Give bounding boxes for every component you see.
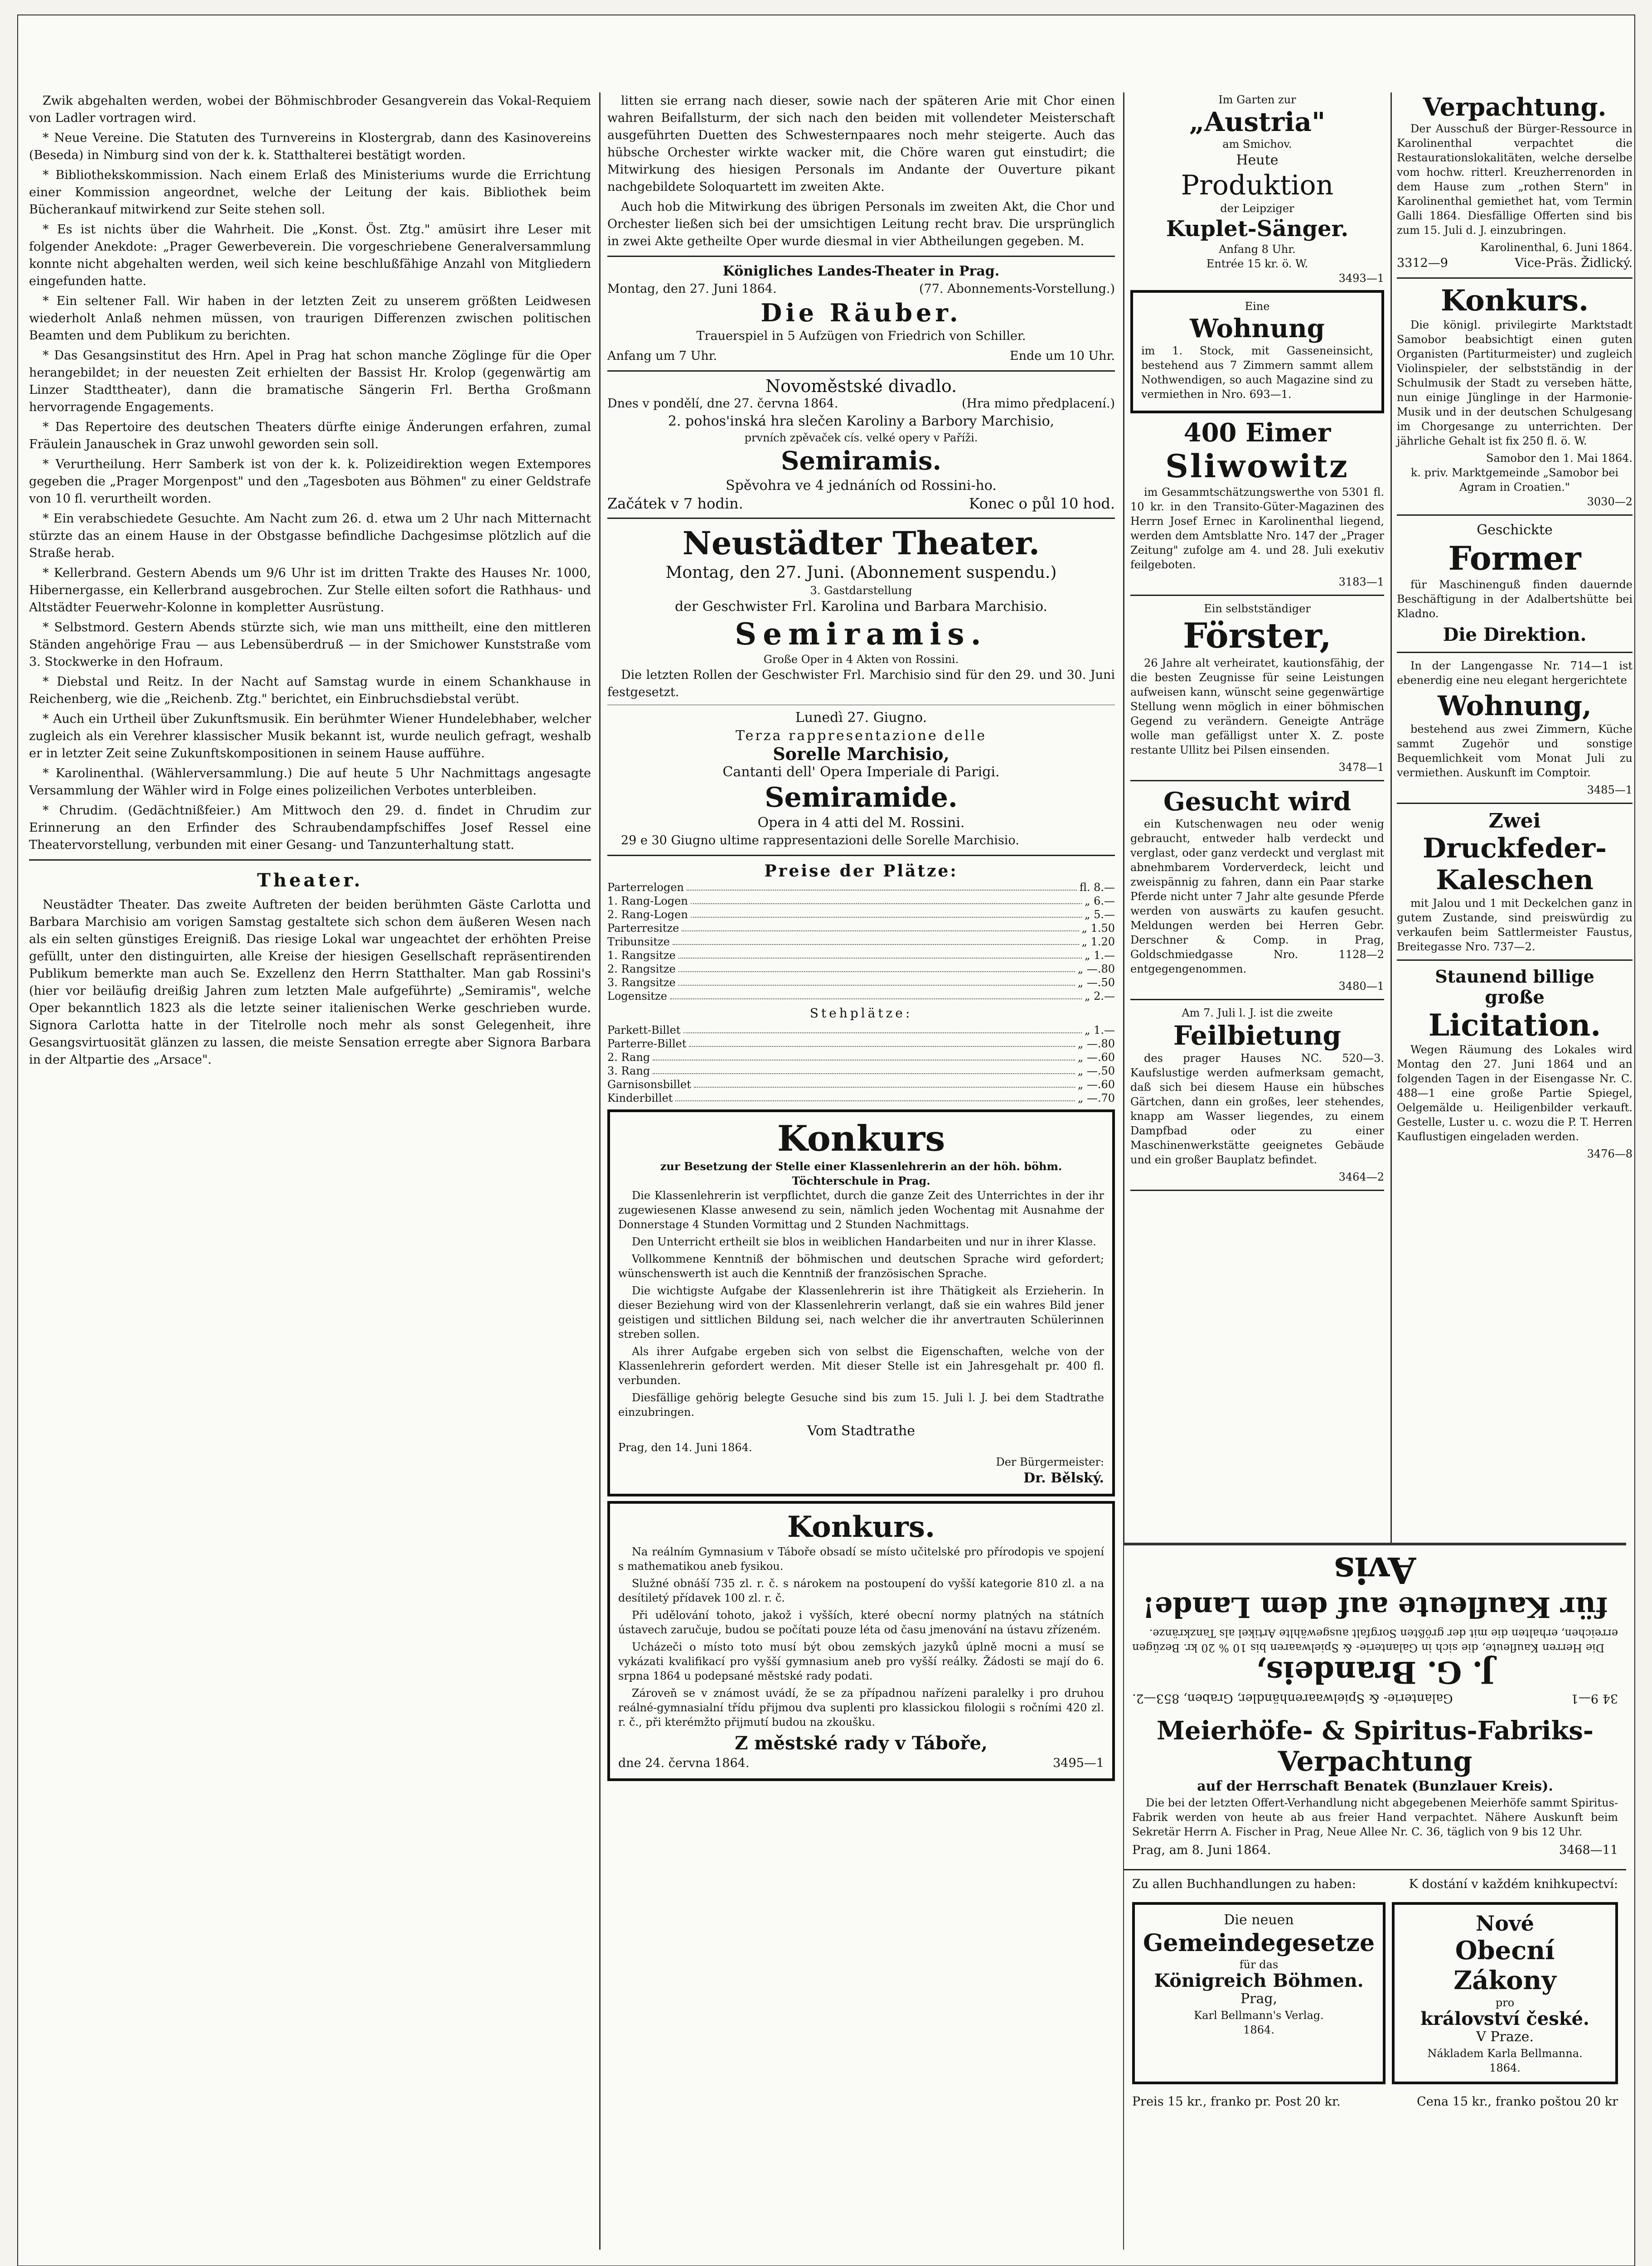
avis-address: Galanterie- & Spielwaarenhändler, Graben, 853—2. xyxy=(1132,1691,1453,1705)
austria-entry: Entrée 15 kr. ö. W. xyxy=(1206,257,1308,270)
standing-title: Stehplätze: xyxy=(809,1006,913,1021)
play-description: Trauerspiel in 5 Aufzügen von Friedrich von Schiller. xyxy=(696,329,1026,343)
divider xyxy=(1397,959,1633,961)
ad-number: 3030—2 xyxy=(1587,495,1633,508)
price-value: „ 1.— xyxy=(1085,949,1115,962)
price-value: „ 1.— xyxy=(1085,1024,1115,1036)
price-label: 3. Rang xyxy=(607,1065,650,1077)
book-year: 1864. xyxy=(1243,2024,1274,2036)
konkurs-text: Služné obnáší 735 zl. r. č. s nárokem na postoupení do vyšší kategorie 810 zl. a na desítiletý přídavek 100 zl. r. č. xyxy=(618,1577,1104,1604)
meierhoefe-title: Meierhöfe- & Spiritus-Fabriks- xyxy=(1156,1716,1594,1746)
foerster-text: 26 Jahre alt verheiratet, kautionsfähig, der die besten Zeugnisse für seine Leistungen aufweisen kann, wünscht seine gegenwärtige Stellung wenn möglich in einer böhmischen Gegend zu verändern. Geneigte Anträge wolle man gefälligst unter X. Z. poste restante Ullitz bei Pilsen einsenden. xyxy=(1130,657,1384,756)
former-title: Former xyxy=(1448,539,1581,577)
leader-dots xyxy=(653,1064,1075,1074)
price-row xyxy=(607,1023,1115,1037)
leader-dots xyxy=(691,894,1082,904)
meierhoefe-sign: Prag, am 8. Juni 1864. xyxy=(1132,1843,1271,1857)
divider xyxy=(607,518,1115,519)
austria-title: „Austria" xyxy=(1189,107,1326,137)
book-line: für das xyxy=(1239,1958,1279,1971)
price-label: Garnisonsbillet xyxy=(607,1078,691,1091)
news-paragraph: * Das Gesangsinstitut des Hrn. Apel in Prag hat schon manche Zöglinge für die Oper herangebildet; in der neuesten Zeit erhielten der Bassist Hr. Krolop (gegenwärtig am Linzer Stadttheater), dann die bramatische Sängerin Frl. Bertha Großmann hervorragende Engagements. xyxy=(29,349,591,414)
price-label: 3. Rangsitze xyxy=(607,976,676,989)
price-value: „ —.60 xyxy=(1077,1078,1115,1091)
foerster-top: Ein selbstständiger xyxy=(1204,602,1311,615)
price-row xyxy=(607,949,1115,962)
price-value: „ 1.50 xyxy=(1081,922,1115,934)
leader-dots xyxy=(689,1037,1075,1047)
price-row xyxy=(607,1051,1115,1064)
neustaedter-guest: 3. Gastdarstellung xyxy=(810,584,912,597)
former-top: Geschickte xyxy=(1477,522,1553,538)
divider xyxy=(1397,514,1633,516)
divider xyxy=(1124,1869,1626,1870)
avis-text: Die Herren Kaufleute, die sich in Galanterie- & Spielwaaren bis 10 % 20 kr. Bezügen erreichen, erhalten die mit der größten Sorgfalt ausgewählte Artikel als Tanzkränze. xyxy=(1132,1627,1618,1654)
wohnung-text: bestehend aus zwei Zimmern, Küche sammt Zugehör und sonstige Bequemlichkeit vom Monat Juli zu vermiethen. Auskunft im Comptoir. xyxy=(1397,723,1633,779)
wohnung-title: Wohnung, xyxy=(1438,690,1592,722)
news-paragraph: * Karolinenthal. (Wählerversammlung.) Die auf heute 5 Uhr Nachmittags angesagte Versammlung der Wähler wird in Folge eines polizeilichen Verbotes unterbleiben. xyxy=(29,766,591,798)
price-value: „ —.50 xyxy=(1077,976,1115,989)
ad-number: 3485—1 xyxy=(1587,784,1633,796)
italian-play: Semiramide. xyxy=(765,782,958,813)
leader-dots xyxy=(691,908,1082,918)
konkurs-box-cz xyxy=(607,1501,1115,1781)
book-title: Obecní Zákony xyxy=(1453,1936,1556,1995)
leader-dots xyxy=(683,1023,1082,1033)
book-line: Die neuen xyxy=(1224,1912,1294,1928)
bookshop-head-de: Zu allen Buchhandlungen zu haben: xyxy=(1132,1877,1356,1891)
book-title2: království české. xyxy=(1420,2008,1589,2029)
italian-line: Terza rappresentazione delle xyxy=(735,728,987,744)
wohnung-text: im 1. Stock, mit Gasseneinsicht, bestehend aus 7 Zimmern sammt allem Nothwendigen, so auch Magazine sind zu vermiethen in Nro. 693—1. xyxy=(1141,344,1373,401)
price-value: „ 5.— xyxy=(1085,908,1115,921)
divider xyxy=(1397,277,1633,279)
divider xyxy=(607,855,1115,856)
austria-der: der Leipziger xyxy=(1220,202,1294,215)
konkurs-text: Die Klassenlehrerin ist verpflichtet, durch die ganze Zeit des Unterrichtes in der ihr zugewiesenen Klasse anwesend zu sein, nämlich jeden Wochentag mit Ausnahme der Donnerstage 4 Stunden Vormittag und 2 Stunden Nachmittags. xyxy=(618,1189,1104,1231)
verpachtung-text: Der Ausschuß der Bürger-Ressource in Karolinenthal verpachtet die Restaurationslokalitäten, welche derselbe vom hochw. ritterl. Kreuzherrenorden in dem Hause zum „rothen Stern" in Karolinenthal gemiethet hat, vom Termin Galli 1864. Diesfällige Offerten sind bis zum 15. Juli d. J. einzubringen. xyxy=(1397,122,1633,237)
price-row xyxy=(607,962,1115,976)
gesucht-title: Gesucht wird xyxy=(1163,787,1351,817)
leader-dots xyxy=(678,976,1075,986)
verpachtung-name: Vice-Präs. Židlický. xyxy=(1515,256,1633,270)
novomestske-title: Novoměstské divadlo. xyxy=(765,376,957,396)
price-row xyxy=(607,1064,1115,1078)
landes-theater-series: (77. Abonnements-Vorstellung.) xyxy=(919,282,1115,296)
former-text: für Maschinenguß finden dauernde Beschäftigung in der Adalbertshütte bei Kladno. xyxy=(1397,578,1633,620)
book-title: Gemeindegesetze xyxy=(1143,1929,1375,1957)
konkurs-text: Zároveň se v známost uvádí, že se za případnou nařízeni paralelky i pro druhou reálné-gymnasialní třídu přijmou dva suplenti pro klassickou filologii s ročními 420 zl. r. č., při kterémžto přijmutí budou na zkoušku. xyxy=(618,1687,1104,1729)
austria-what: Kuplet-Sänger. xyxy=(1166,216,1349,242)
italian-line: Cantanti dell' Opera Imperiale di Parigi. xyxy=(722,764,1000,780)
ad-number: 3183—1 xyxy=(1338,576,1384,588)
standing-list xyxy=(607,1023,1115,1105)
price-value: „ —.80 xyxy=(1077,1037,1115,1050)
column-theater xyxy=(599,92,1124,2250)
book-ad-de xyxy=(1132,1902,1386,2084)
price-value: fl. 8.— xyxy=(1079,881,1115,894)
review-continued: litten sie errang nach dieser, sowie nach der späteren Arie mit Chor einen wahren Beifallsturm, der sich nach den beiden mit vollendeter Meisterschaft ausgeführten Duetten des Schwesternpaares noch mehr steigerte. Auch das hübsche Orchester wirkte wacker mit, die Chöre waren gut einstudirt; die Mitwirkung des hiesigen Personals im Andante der Ouverture pikant nachgebildete Soloquartett im zweiten Akte. xyxy=(607,94,1115,194)
ad-number: 3468—11 xyxy=(1559,1843,1618,1857)
leader-dots xyxy=(687,881,1077,891)
review-continued: Auch hob die Mitwirkung des übrigen Personals im zweiten Akt, die Chor und Orchester ließen sich bei der umsichtigen Leitung recht brav. Die ursprünglich in zwei Akte getheilte Oper wurde diesmal in vier Abtheilungen gegeben. M. xyxy=(607,200,1115,248)
price-label: Parterre-Billet xyxy=(607,1037,687,1050)
italian-date: Lunedì 27. Giugno. xyxy=(795,710,927,726)
ad-number: 3495—1 xyxy=(1053,1756,1104,1770)
ad-number: 3464—2 xyxy=(1338,1171,1384,1183)
licitation-top: Staunend billige xyxy=(1435,966,1594,987)
price-value: „ 1.20 xyxy=(1081,935,1115,948)
austria-heute: Heute xyxy=(1236,152,1279,168)
news-paragraph: Zwik abgehalten werden, wobei der Böhmischbroder Gesangverein das Vokal-Requiem von Ladler vortragen wird. xyxy=(29,94,591,125)
italian-line: Sorelle Marchisio, xyxy=(773,744,950,764)
italian-note: 29 e 30 Giugno ultime rappresentazioni delle Sorelle Marchisio. xyxy=(621,833,1019,847)
price-label: Kinderbillet xyxy=(607,1092,673,1104)
price-row xyxy=(607,1037,1115,1051)
book-price-de: Preis 15 kr., franko pr. Post 20 kr. xyxy=(1132,2095,1341,2109)
price-row xyxy=(607,1091,1115,1105)
theater-review: Neustädter Theater. Das zweite Auftreten der beiden berühmten Gäste Carlotta und Barbara Marchisio am vorigen Samstag gestaltete sich schon dem äußeren Wesen nach als ein selten günstiges Ereigniß. Das riesige Lokal war ungeachtet der erhöhten Preise gefüllt, unter den distinguirten, alle Kreise der hiesigen Gesellschaft repräsentirenden Publikum bemerkte man auch Se. Exzellenz den Herrn Statthalter. Man gab Rossini's (hier vor beiläufig dreißig Jahren zum letzten Male aufgeführte) „Semiramis", welche Oper bekanntlich 1823 als die letzte seiner italienischen Werke geschrieben wurde. Signora Carlotta hatte in der Titelrolle noch mehr als sonst Gelegenheit, ihre Gesangsvirtuosität glänzen zu lassen, die meiste Sensation erregte aber Signora Barbara in der Altpartie des „Arsace". xyxy=(29,898,591,1067)
konkurs-text: Na reálním Gymnasium v Táboře obsadí se místo učitelské pro přírodopis ve spojení s mathematikou aneb fysikou. xyxy=(618,1545,1104,1573)
novomestske-date: Dnes v pondělí, dne 27. června 1864. xyxy=(607,397,838,411)
column-news xyxy=(29,92,601,2250)
avis-ad-upside-down xyxy=(1124,1544,1626,1711)
konkurs-signature: Vom Stadtrathe xyxy=(807,1423,916,1439)
novomestske-times xyxy=(607,495,1115,512)
bottom-ads xyxy=(1124,1543,1626,2266)
avis-number-row xyxy=(1132,1690,1618,1707)
divider xyxy=(1130,1190,1384,1191)
news-paragraph: * Es ist nichts über die Wahrheit. Die „Konst. Öst. Ztg." amüsirt ihre Leser mit folgender Anekdote: „Prager Gewerbeverein. Die vorgeschriebene Generalversammlung konnte nicht abgehalten werden, weil sich keine beschlußfähige Anzahl von Mitgliedern eingefunden hatte. xyxy=(29,223,591,288)
price-row xyxy=(607,935,1115,949)
sliwowitz-text: im Gesammtschätzungswerthe von 5301 fl. 10 kr. in den Transito-Güter-Magazinen des Herrn Josef Ernec in Karolinenthal liegend, werden dem Amtsblatte Nro. 147 der „Prager Zeitung" zufolge am 4. und 28. Juli exekutiv feilgeboten. xyxy=(1130,486,1384,571)
konkurs-text: Als ihrer Aufgabe ergeben sich von selbst die Eigenschaften, welche von der Klassenlehrerin gefordert werden. Mit dieser Stelle ist ein Jahresgehalt pr. 400 fl. verbunden. xyxy=(618,1345,1104,1387)
price-label: Logensitze xyxy=(607,990,667,1002)
end-time: Ende um 10 Uhr. xyxy=(1009,349,1115,363)
licitation-text: Wegen Räumung des Lokales wird Montag den 27. Juni 1864 und an folgenden Tagen in der Eisengasse Nr. C. 488—1 eine große Partie Spiegel, Oelgemälde u. Heiligenbilder verkauft. Gestelle, Luster u. c. wozu die P. T. Herren Kauflustigen eingeladen werden. xyxy=(1397,1043,1633,1143)
wohnung-title: Wohnung xyxy=(1190,314,1325,344)
konkurs-text: Diesfällige gehörig belegte Gesuche sind bis zum 15. Juli l. J. bei dem Stadtrathe einzubringen. xyxy=(618,1391,1104,1419)
neustaedter-play: Semiramis. xyxy=(735,616,988,652)
leader-dots xyxy=(678,962,1075,972)
neustaedter-who: der Geschwister Frl. Karolina und Barbara Marchisio. xyxy=(674,599,1048,615)
news-paragraph: * Ein seltener Fall. Wir haben in der letzten Zeit zu unserem größten Leidwesen wiederholt Anlaß nehmen müssen, von traurigen Differenzen zwischen politischen Beamten und dem Publikum zu berichten. xyxy=(29,294,591,343)
konkurs-text: Vollkommene Kenntniß der böhmischen und deutschen Sprache wird gefordert; wünschenswerth ist auch die Kenntniß der französischen Sprache. xyxy=(618,1253,1104,1280)
landes-theater-times xyxy=(607,348,1115,365)
verpachtung-title: Verpachtung. xyxy=(1423,92,1607,121)
sliwowitz-title2: Sliwowitz xyxy=(1165,447,1349,485)
konkurs-name: Dr. Bělský. xyxy=(1023,1470,1104,1486)
meierhoefe-title2: Verpachtung xyxy=(1278,1746,1473,1777)
landes-theater-date-row xyxy=(607,281,1115,298)
prices-title: Preise der Plätze: xyxy=(764,862,958,881)
neustaedter-desc: Große Oper in 4 Akten von Rossini. xyxy=(763,653,959,666)
konkurs-footer xyxy=(618,1755,1104,1772)
news-paragraph: * Kellerbrand. Gestern Abends um 9/6 Uhr ist im dritten Trakte des Hauses Nr. 1000, Hibernergasse, ein Kellerbrand ausgebrochen. Zur Stelle eilten sofort die Rathhaus- und Altstädter Feuerwehr-Kolonne in kompletter Ausrüstung. xyxy=(29,566,591,615)
price-label: Tribunsitze xyxy=(607,935,670,948)
price-value: „ 6.— xyxy=(1085,895,1115,907)
price-value: „ —.70 xyxy=(1077,1092,1115,1104)
ad-number: 3480—1 xyxy=(1338,980,1384,993)
start-time: Anfang um 7 Uhr. xyxy=(607,349,717,363)
leader-dots xyxy=(670,989,1082,999)
landes-theater-date: Montag, den 27. Juni 1864. xyxy=(607,282,777,296)
books-row xyxy=(1124,1893,1626,2093)
novomestske-line: prvních zpěvaček cís. velké opery v Paříži. xyxy=(744,431,978,444)
divider xyxy=(1397,652,1633,653)
price-value: „ 2.— xyxy=(1085,990,1115,1002)
konkurs-title: Konkurs xyxy=(777,1118,945,1159)
price-label: 2. Rang-Logen xyxy=(607,908,688,921)
novomestske-play: Semiramis. xyxy=(781,446,941,476)
novomestske-line: 2. pohos'inská hra slečen Karoliny a Barbory Marchisio, xyxy=(668,413,1055,429)
former-sign: Die Direktion. xyxy=(1443,624,1587,645)
konkurs-sign: Samobor den 1. Mai 1864. xyxy=(1486,452,1633,465)
neustaedter-date: Montag, den 27. Juni. (Abonnement suspendu.) xyxy=(665,563,1057,582)
price-value: „ —.60 xyxy=(1077,1051,1115,1064)
price-value: „ —.50 xyxy=(1077,1065,1115,1077)
price-row xyxy=(607,908,1115,921)
konkurs-text: Při udělování tohoto, jakož i vyšších, které obecní normy platných na státních ústavech zaručuje, budou se počítati pouze léta od času jmenování na ústavu zřízeném. xyxy=(618,1609,1104,1636)
price-row xyxy=(607,1078,1115,1091)
news-paragraph: * Ein verabschiedete Gesuchte. Am Nacht zum 26. d. etwa um 2 Uhr nach Mitternacht stürzte das an einem Hause in der Obstgasse befindliche Dachgesimse plötzlich auf die Straße herab. xyxy=(29,512,591,560)
novomestske-date-row xyxy=(607,395,1115,412)
verpachtung-sign: Karolinenthal, 6. Juni 1864. xyxy=(1480,241,1633,254)
book-year: 1864. xyxy=(1489,2062,1521,2074)
licitation-mid: große xyxy=(1485,987,1545,1008)
end-time: Konec o půl 10 hod. xyxy=(969,495,1115,512)
wohnung-box xyxy=(1130,290,1384,413)
leader-dots xyxy=(675,1091,1075,1101)
feilbietung-text: des prager Hauses NC. 520—3. Kaufslustige werden aufmerksam gemacht, daß sich bei diesem Hause ein hübsches Gärtchen, dann ein großes, leer stehendes, knapp am Wasser liegendes, zu einem Dampfbad oder zu einer Maschinenwerkstätte geeignetes Gebäude und ein großer Bauplatz befindet. xyxy=(1130,1052,1384,1166)
licitation-title: Licitation. xyxy=(1428,1007,1601,1043)
bookshop-head-cz: K dostání v každém knihkupectví: xyxy=(1409,1877,1618,1891)
divider xyxy=(1397,803,1633,804)
italian-desc: Opera in 4 atti del M. Rossini. xyxy=(757,815,965,831)
meierhoefe-text: Die bei der letzten Offert-Verhandlung nicht abgegebenen Meierhöfe sammt Spiritus-Fabrik werden von heute ab aus freier Hand verpachtet. Nähere Auskunft beim Sekretär Herrn A. Fischer in Prag, Neue Allee Nr. C. 36, täglich von 9 bis 12 Uhr. xyxy=(1132,1796,1618,1838)
divider xyxy=(607,370,1115,372)
verpachtung-footer xyxy=(1397,255,1633,272)
bookshop-heads xyxy=(1124,1876,1626,1893)
konkurs-text: Ucházeči o místo toto musí být obou zemských jazyků úplně mocni a musí se vykázati kvalifikací pro vyšší gymnasium aneb pro vyšší reálky. Žádosti se mají do 6. srpna 1864 u podepsané městské rady podati. xyxy=(618,1641,1104,1682)
news-paragraph: * Das Repertoire des deutschen Theaters dürfte einige Änderungen erfahren, zumal Fräulein Janauschek in Graz unwohl geworden sein soll. xyxy=(29,420,591,451)
theater-heading: Theater. xyxy=(257,870,363,891)
price-row xyxy=(607,976,1115,989)
wohnung-text: In der Langengasse Nr. 714—1 ist ebenerdig eine neu elegant hergerichtete xyxy=(1397,659,1633,687)
landes-theater-title: Königliches Landes-Theater in Prag. xyxy=(722,263,1000,279)
price-label: 2. Rang xyxy=(607,1051,650,1064)
konkurs-box-de xyxy=(607,1109,1115,1496)
feilbietung-top: Am 7. Juli l. J. ist die zweite xyxy=(1182,1007,1333,1019)
wohnung-top: Eine xyxy=(1245,300,1270,313)
konkurs-title: Konkurs. xyxy=(1440,284,1589,318)
austria-top: Im Garten zur xyxy=(1218,93,1296,106)
price-label: 1. Rangsitze xyxy=(607,949,676,962)
konkurs-subtitle: zur Besetzung der Stelle einer Klassenlehrerin an der höh. böhm. Töchterschule in Prag. xyxy=(660,1160,1062,1187)
avis-title: Avis xyxy=(1334,1549,1416,1592)
kaleschen-top: Zwei xyxy=(1488,809,1541,833)
price-label: Parterresitze xyxy=(607,922,679,934)
konkurs-date: dne 24. června 1864. xyxy=(618,1756,750,1770)
book-title2: Königreich Böhmen. xyxy=(1154,1970,1364,1991)
divider xyxy=(29,859,591,861)
book-price-cz: Cena 15 kr., franko poštou 20 kr xyxy=(1417,2095,1618,2109)
news-paragraph: * Verurtheilung. Herr Samberk ist von der k. k. Polizeidirektion wegen Extempores gegeben die „Prager Morgenpost" und den „Tagesboten aus Böhmen" zu einer Geldstrafe von 10 fl. verurtheilt worden. xyxy=(29,457,591,506)
price-row xyxy=(607,989,1115,1003)
leader-dots xyxy=(653,1051,1075,1060)
divider xyxy=(1130,999,1384,1000)
price-row xyxy=(607,894,1115,908)
konkurs-text: Die wichtigste Aufgabe der Klassenlehrerin ist ihre Thätigkeit als Erzieherin. In dieser Beziehung wird von der Klassenlehrerin verlangt, daß sie ein wahres Bild jener geistigen und sittlichen Bildung sei, nach welcher die ihr anvertrauten Schülerinnen streben sollen. xyxy=(618,1284,1104,1341)
konkurs-date: Prag, den 14. Juni 1864. xyxy=(618,1441,752,1454)
book-place: V Praze. xyxy=(1476,2029,1534,2045)
konkurs-name: k. priv. Marktgemeinde „Samobor bei Agram in Croatien." xyxy=(1410,466,1619,494)
neustaedter-title: Neustädter Theater. xyxy=(682,524,1040,562)
ad-number: 3493—1 xyxy=(1338,272,1384,285)
konkurs-signature: Z městské rady v Táboře, xyxy=(735,1733,988,1754)
price-label: Parterrelogen xyxy=(607,881,684,894)
start-time: Začátek v 7 hodin. xyxy=(607,495,743,512)
price-row xyxy=(607,881,1115,894)
foerster-title: Förster, xyxy=(1183,615,1332,656)
leader-dots xyxy=(694,1078,1075,1088)
price-value: „ —.80 xyxy=(1077,963,1115,975)
konkurs-title: Konkurs. xyxy=(787,1510,935,1544)
konkurs-text: Den Unterricht ertheilt sie blos in weiblichen Handarbeiten und nur in ihrer Klasse. xyxy=(632,1235,1096,1248)
newspaper-page xyxy=(17,15,1635,2266)
leader-dots xyxy=(682,921,1079,931)
avis-subtitle: für Kaufleute auf dem Lande! xyxy=(1142,1591,1608,1624)
price-label: Parkett-Billet xyxy=(607,1024,681,1036)
book-place: Prag, xyxy=(1240,1991,1278,2007)
news-paragraph: * Diebstal und Reitz. In der Nacht auf Samstag wurde in einem Schankhause in Reichenberg, wie die „Reichenb. Ztg." berichtet, ein Einbruchsdiebstal verübt. xyxy=(29,675,591,706)
meierhoefe-sub: auf der Herrschaft Benatek (Bunzlauer Kreis). xyxy=(1197,1778,1553,1794)
kaleschen-title2: Kaleschen xyxy=(1436,864,1594,896)
news-paragraph: * Neue Vereine. Die Statuten des Turnvereins in Klostergrab, dann des Kasinovereins (Beseda) in Nimburg sind von der k. k. Statthalterei bestätigt worden. xyxy=(29,131,591,162)
book-line: pro xyxy=(1495,1996,1515,2009)
austria-location: am Smichov. xyxy=(1222,138,1292,150)
book-prices xyxy=(1124,2093,1626,2111)
novomestske-note: (Hra mimo předplacení.) xyxy=(961,397,1115,411)
gesucht-text: ein Kutschenwagen neu oder wenig gebraucht, entweder halb verdeckt und verglast, oder ganz verdeckt und verglast mit abnehmbarem Vorderverdeck, leicht und zweispännig zu fahren, dann ein Paar starke Pferde nicht unter 7 Jahr alte gesunde Pferde werden von auswärts zu kaufen gesucht. Meldungen werden bei Herren Gebr. Derschner & Comp. in Prag, Goldschmiedgasse Nro. 1128—2 entgegengenommen. xyxy=(1130,818,1384,975)
austria-start: Anfang 8 Uhr. xyxy=(1219,243,1296,256)
price-label: 2. Rangsitze xyxy=(607,963,676,975)
feilbietung-title: Feilbietung xyxy=(1173,1020,1342,1051)
konkurs-text: Die königl. privilegirte Marktstadt Samobor beabsichtigt einen guten Organisten (Partiturmeister) und zugleich Violinspieler, der selbstständig in der Schulmusik der Stadt zu verseben hätte, nun einige Jünglinge in der Harmonie-Musik und in der deutschen Schulgesang im Chorgesange zu unterrichten. Der jährliche Gehalt ist fix 250 fl. ö. W. xyxy=(1397,319,1633,447)
book-ad-cz xyxy=(1392,1902,1618,2084)
book-line: Nové xyxy=(1476,1911,1534,1936)
konkurs-role: Der Bürgermeister: xyxy=(996,1456,1104,1468)
ad-number: 3478—1 xyxy=(1338,761,1384,774)
news-paragraph: * Auch ein Urtheil über Zukunftsmusik. Ein berühmter Wiener Hundelebhaber, welcher zugleich als ein Verehrer klassischer Musik bekannt ist, wurde neulich gefragt, weshalb er in letzter Zeit seine Zukunftskompositionen in seinem Hause aufführe. xyxy=(29,712,591,760)
leader-dots xyxy=(678,949,1082,959)
novomestske-desc: Spěvohra ve 4 jednáních od Rossini-ho. xyxy=(726,478,997,494)
leader-dots xyxy=(673,935,1079,945)
news-paragraph: * Bibliothekskommission. Nach einem Erlaß des Ministeriums wurde die Errichtung einer Kommission angeordnet, welche der Leitung der kais. Bibliothek beim Bücherankauf mitwirkend zur Seite stehen soll. xyxy=(29,168,591,217)
kaleschen-text: mit Jalou und 1 mit Deckelchen ganz in gutem Zustande, sind preiswürdig zu verkaufen beim Sattlermeister Faustus, Breitegasse Nro. 737—2. xyxy=(1397,897,1633,953)
austria-production: Produktion xyxy=(1181,169,1334,201)
book-publisher: Nákladem Karla Bellmanna. xyxy=(1427,2047,1583,2060)
news-paragraph: * Chrudim. (Gedächtnißfeier.) Am Mittwoch den 29. d. findet in Chrudim zur Erinnerung an den Erfinder des Schraubendampfschiffes Josef Ressel eine Theatervorstellung, verbunden mit einer Gesang- und Tanzunterhaltung statt. xyxy=(29,804,591,852)
kaleschen-title: Druckfeder- xyxy=(1423,833,1607,864)
avis-firm: J. G. Brandeis, xyxy=(1255,1655,1495,1690)
divider xyxy=(607,256,1115,257)
price-row xyxy=(607,921,1115,935)
ad-number: 3476—8 xyxy=(1587,1148,1633,1160)
meierhoefe-footer xyxy=(1132,1842,1618,1859)
neustaedter-note: Die letzten Rollen der Geschwister Frl. Marchisio sind für den 29. und 30. Juni festgesetzt. xyxy=(607,668,1115,699)
sliwowitz-title: 400 Eimer xyxy=(1183,418,1331,448)
ad-number: 34 9—1 xyxy=(1570,1691,1618,1705)
divider xyxy=(1130,595,1384,596)
divider xyxy=(1130,780,1384,781)
prices-list xyxy=(607,881,1115,1003)
ad-number: 3312—9 xyxy=(1397,256,1448,270)
book-publisher: Karl Bellmann's Verlag. xyxy=(1194,2009,1324,2022)
play-title: Die Räuber. xyxy=(761,298,962,327)
news-paragraph: * Selbstmord. Gestern Abends stürzte sich, wie man uns mittheilt, eine den mittleren Ständen angehörige Frau — aus Lebensüberdruß — in der Smichower Kunststraße vom 3. Stockwerke in den Hofraum. xyxy=(29,620,591,669)
meierhoefe-ad xyxy=(1124,1711,1626,1864)
price-label: 1. Rang-Logen xyxy=(607,895,688,907)
